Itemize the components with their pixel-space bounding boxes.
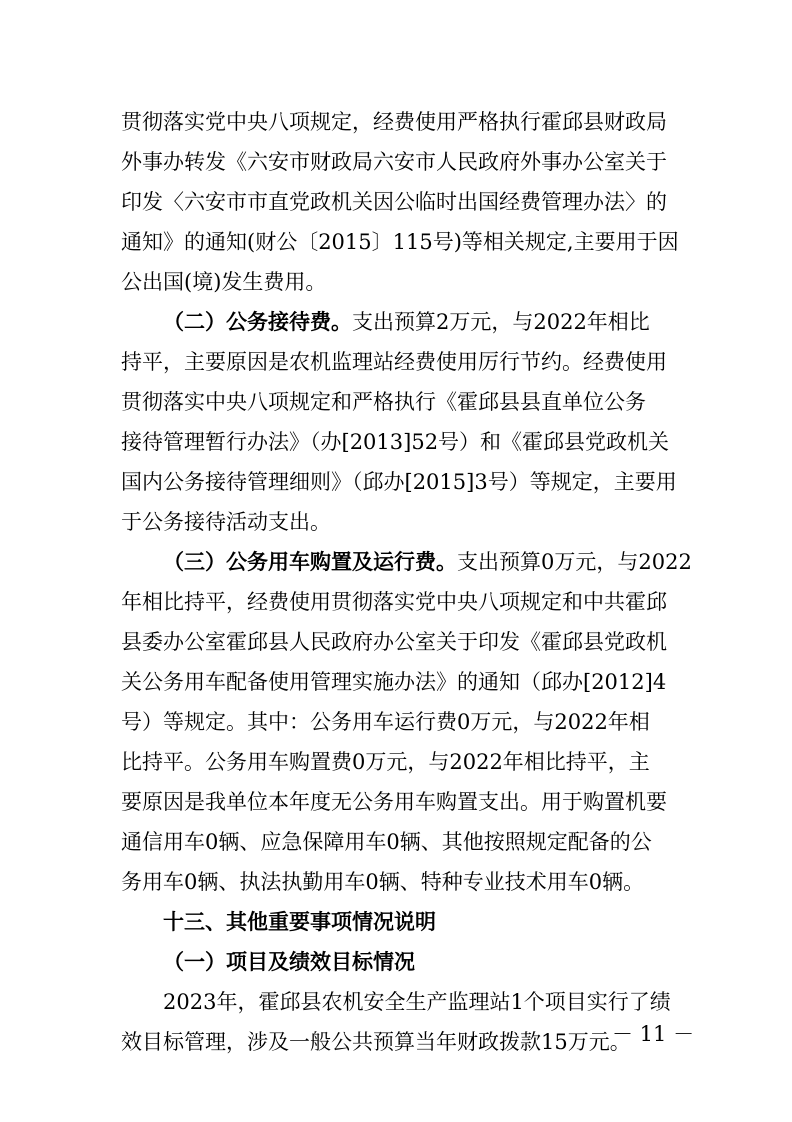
text-line: 持平，主要原因是农机监理站经费使用厉行节约。经费使用: [121, 350, 667, 374]
text-line: 通信用车0辆、应急保障用车0辆、其他按照规定配备的公: [121, 830, 652, 854]
paragraph-hospitality-heading: [163, 306, 671, 336]
heading-hospitality: （二）公务接待费。: [163, 309, 352, 334]
page-number: － 11 －: [612, 1022, 695, 1046]
text-line: 务用车0辆、执法执勤用车0辆、特种专业技术用车0辆。: [121, 870, 645, 894]
text-line: 贯彻落实中央八项规定和严格执行《霍邱县县直单位公务: [121, 390, 646, 414]
text-span: 支出预算2万元，与2022年相比: [352, 310, 650, 334]
text-line: 通知》的通知(财公〔2015〕115号)等相关规定,主要用于因: [121, 230, 679, 254]
text-line: 公出国(境)发生费用。: [121, 270, 327, 294]
text-line: 年相比持平，经费使用贯彻落实党中央八项规定和中共霍邱: [121, 590, 667, 614]
text-line: 号）等规定。其中：公务用车运行费0万元，与2022年相: [121, 710, 650, 734]
text-line: 印发〈六安市市直党政机关因公临时出国经费管理办法〉的: [121, 190, 667, 214]
paragraph-vehicle-heading: [163, 546, 692, 576]
text-line: 县委办公室霍邱县人民政府办公室关于印发《霍邱县党政机: [121, 630, 667, 654]
text-line: 比持平。公务用车购置费0万元，与2022年相比持平，主: [121, 750, 650, 774]
text-line: 关公务用车配备使用管理实施办法》的通知（邱办[2012]4: [121, 670, 667, 694]
text-line: 2023年，霍邱县农机安全生产监理站1个项目实行了绩: [163, 990, 671, 1014]
text-line: 国内公务接待管理细则》（邱办[2015]3号）等规定，主要用: [121, 470, 677, 494]
text-line: 接待管理暂行办法》（办[2013]52号）和《霍邱县党政机关: [121, 430, 670, 454]
heading-vehicle: （三）公务用车购置及运行费。: [163, 549, 457, 574]
section-heading-13: 十三、其他重要事项情况说明: [163, 909, 436, 934]
text-span: 支出预算0万元，与2022: [457, 550, 692, 574]
text-line: 要原因是我单位本年度无公务用车购置支出。用于购置机要: [121, 790, 667, 814]
text-line: 于公务接待活动支出。: [121, 510, 331, 534]
text-line: 外事办转发《六安市财政局六安市人民政府外事办公室关于: [121, 150, 667, 174]
text-line: 效目标管理，涉及一般公共预算当年财政拨款15万元。: [121, 1030, 631, 1054]
text-line: 贯彻落实党中央八项规定，经费使用严格执行霍邱县财政局: [121, 110, 667, 134]
subsection-heading: （一）项目及绩效目标情况: [163, 949, 415, 974]
